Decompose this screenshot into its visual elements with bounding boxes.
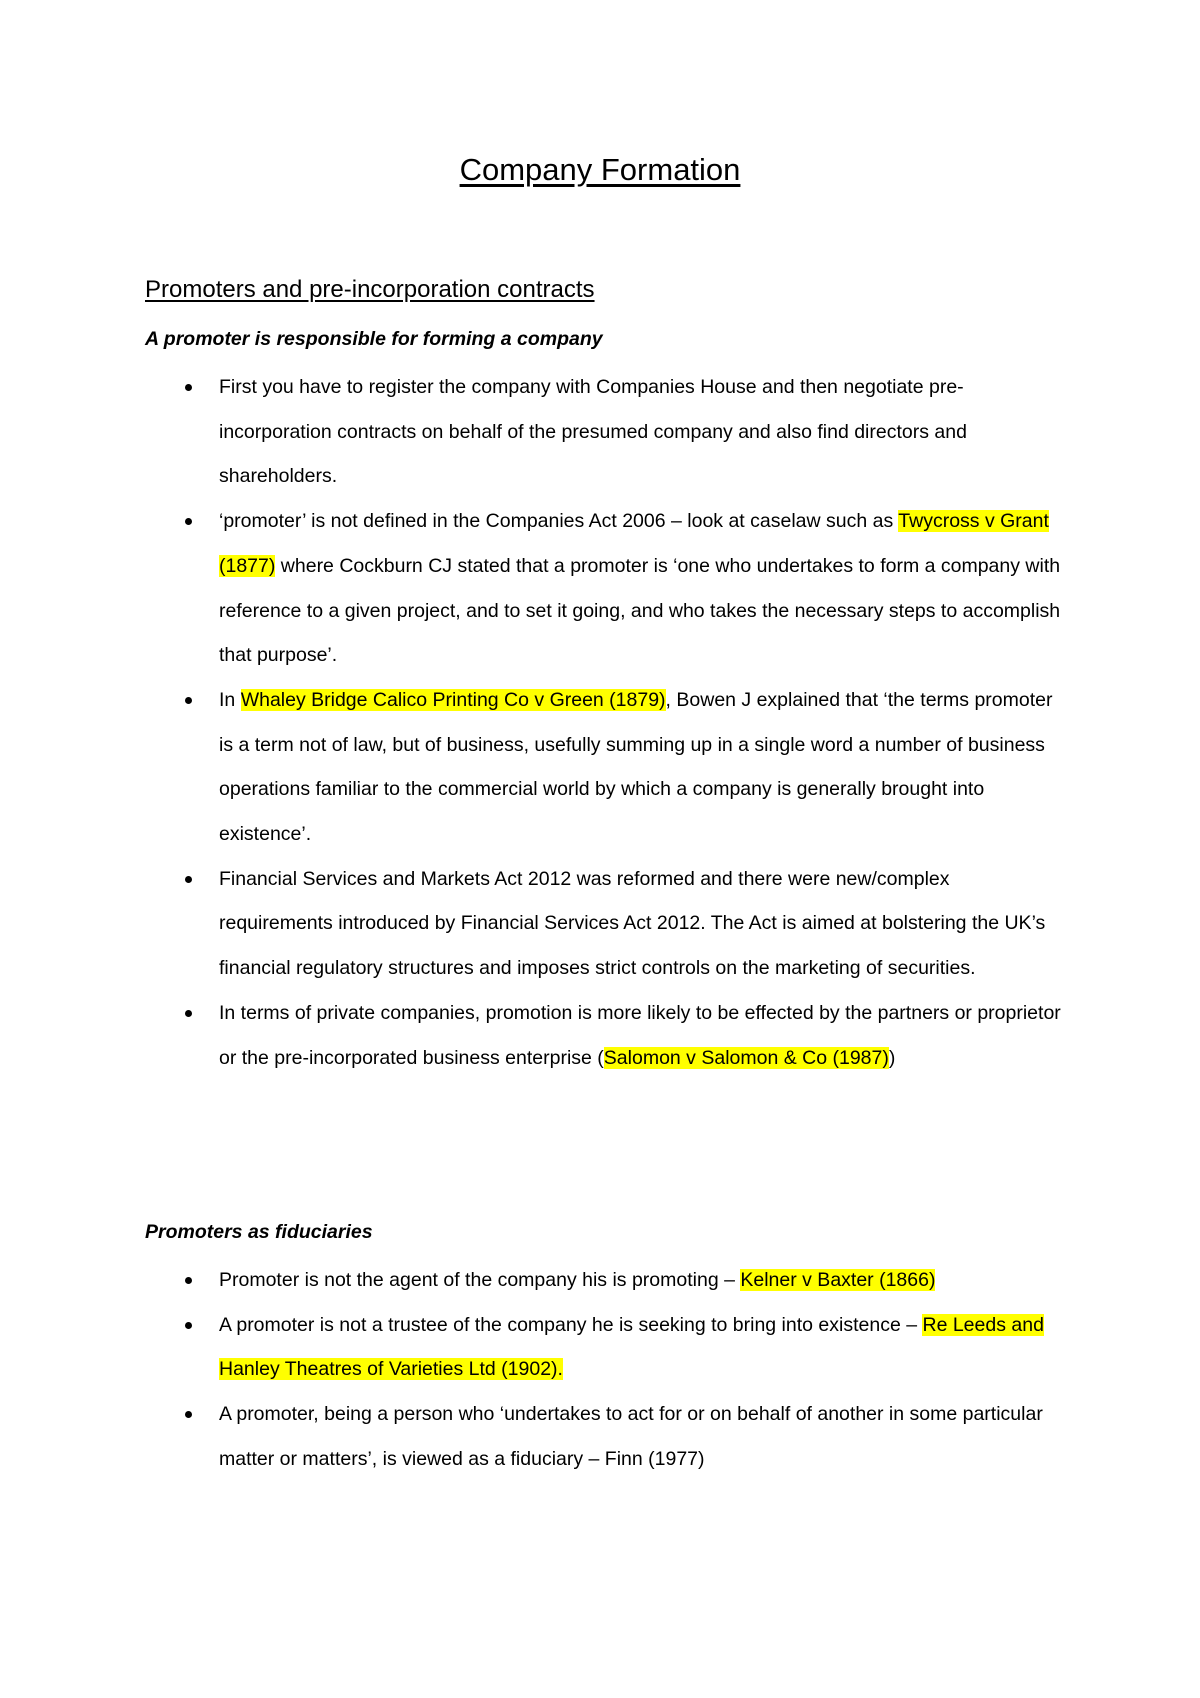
bullet-text: In [219,688,241,711]
bullet-text: , Bowen J explained that ‘the terms promoter is a term not of law, but of business, usefully summing up in a single word a number of business operations familiar to the commercial world by which a company is generally brought into existence’. [219,688,1053,846]
bullet-text: First you have to register the company with Companies House and then negotiate pre-incorporation contracts on behalf of the presumed company and also find directors and shareholders. [219,376,967,488]
list-item [145,1392,1065,1481]
list-item [145,857,1065,991]
case-citation-highlight: Twycross v Grant (1877) [219,510,1049,577]
list-item [145,1258,1065,1303]
case-citation-highlight: Whaley Bridge Calico Printing Co v Green (1879) [240,688,666,711]
list-item [145,365,1065,499]
bullet-text: ) [888,1046,896,1069]
bullet-list-fiduciaries [145,1258,1065,1482]
case-citation-highlight: Salomon v Salomon & Co (1987) [603,1046,889,1069]
bullet-text: Financial Services and Markets Act 2012 was reformed and there were new/complex requirements introduced by Financial Services Act 2012. The Act is aimed at bolstering the UK’s financial regulatory structures and imposes strict controls on the marketing of securities. [219,867,1046,980]
bullet-text: A promoter, being a person who ‘undertakes to act for or on behalf of another in some particular matter or matters’, is viewed as a fiduciary – Finn (1977) [219,1403,1043,1470]
bullet-list-promoters [145,365,1065,1080]
list-item [145,499,1065,678]
subheading-promoter-responsible: A promoter is responsible for forming a company [145,328,603,350]
bullet-icon [185,1411,192,1418]
bullet-text: Promoter is not the agent of the company his is promoting – [219,1269,741,1291]
case-citation-highlight: Kelner v Baxter (1866) [740,1269,936,1291]
bullet-icon [185,697,192,704]
subheading-promoters-fiduciaries: Promoters as fiduciaries [145,1221,373,1243]
list-item [145,678,1065,857]
bullet-icon [185,1010,192,1017]
list-item [145,991,1065,1080]
bullet-text: ‘promoter’ is not defined in the Companies Act 2006 – look at caselaw such as [219,510,899,533]
bullet-icon [185,1322,192,1329]
bullet-icon [185,384,192,391]
bullet-icon [185,518,192,525]
bullet-text: where Cockburn CJ stated that a promoter is ‘one who undertakes to form a company with reference to a given project, and to set it going, and who takes the necessary steps to accomplish that purpose’. [219,554,1061,667]
bullet-text: In terms of private companies, promotion is more likely to be effected by the partners or proprietor or the pre-incorporated business enterprise ( [219,1001,1061,1069]
list-item [145,1303,1065,1392]
bullet-text: A promoter is not a trustee of the company he is seeking to bring into existence – [219,1313,923,1336]
bullet-icon [185,1277,192,1284]
section-heading-promoters: Promoters and pre-incorporation contracts [145,276,595,303]
case-citation-highlight: Re Leeds and Hanley Theatres of Varieties Ltd (1902). [219,1313,1044,1381]
document-title: Company Formation [459,152,741,187]
bullet-icon [185,876,192,883]
